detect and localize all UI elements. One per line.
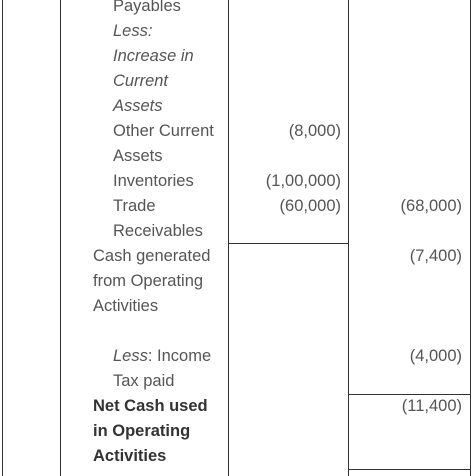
cash-generated-value: (7,400): [409, 247, 462, 265]
net-cash-line2: in Operating: [93, 422, 191, 440]
other-current-assets-line1: Other Current: [113, 122, 214, 140]
other-current-assets-line2: Assets: [113, 147, 163, 165]
subtotal-rule: [228, 243, 349, 244]
trade-receivables-line1: Trade: [113, 197, 156, 215]
trade-receivables-line2: Receivables: [113, 222, 203, 240]
income-tax-label: : Income: [147, 347, 212, 365]
other-current-assets-value: (8,000): [288, 122, 341, 140]
cash-generated-line1: Cash generated: [93, 247, 211, 265]
inventories-label: Inventories: [113, 172, 194, 190]
column-divider-particulars: [60, 0, 61, 476]
less-label: Less:: [113, 22, 153, 40]
income-tax-less: Less: [113, 347, 148, 365]
cash-generated-line3: Activities: [93, 297, 159, 315]
inventories-value: (1,00,000): [265, 172, 341, 190]
total-rule: [348, 469, 471, 470]
net-cash-value: (11,400): [401, 397, 462, 415]
table-border-right: [470, 0, 471, 476]
increase-current-assets-total: (68,000): [400, 197, 462, 215]
income-tax-value: (4,000): [409, 347, 462, 365]
increase-current-assets-line2: Current: [113, 72, 169, 90]
income-tax-line1: [113, 344, 211, 369]
row-payables: Payables: [113, 0, 181, 15]
cash-generated-line2: from Operating: [93, 272, 204, 290]
table-border-left: [2, 0, 3, 476]
column-divider-amount2: [348, 0, 349, 476]
column-divider-amount1: [228, 0, 229, 476]
income-tax-line2: Tax paid: [113, 372, 175, 390]
trade-receivables-value: (60,000): [279, 197, 341, 215]
net-cash-line1: Net Cash used: [93, 397, 208, 415]
net-cash-line3: Activities: [93, 447, 167, 465]
increase-current-assets-line3: Assets: [113, 97, 163, 115]
increase-current-assets-line1: Increase in: [113, 47, 194, 65]
